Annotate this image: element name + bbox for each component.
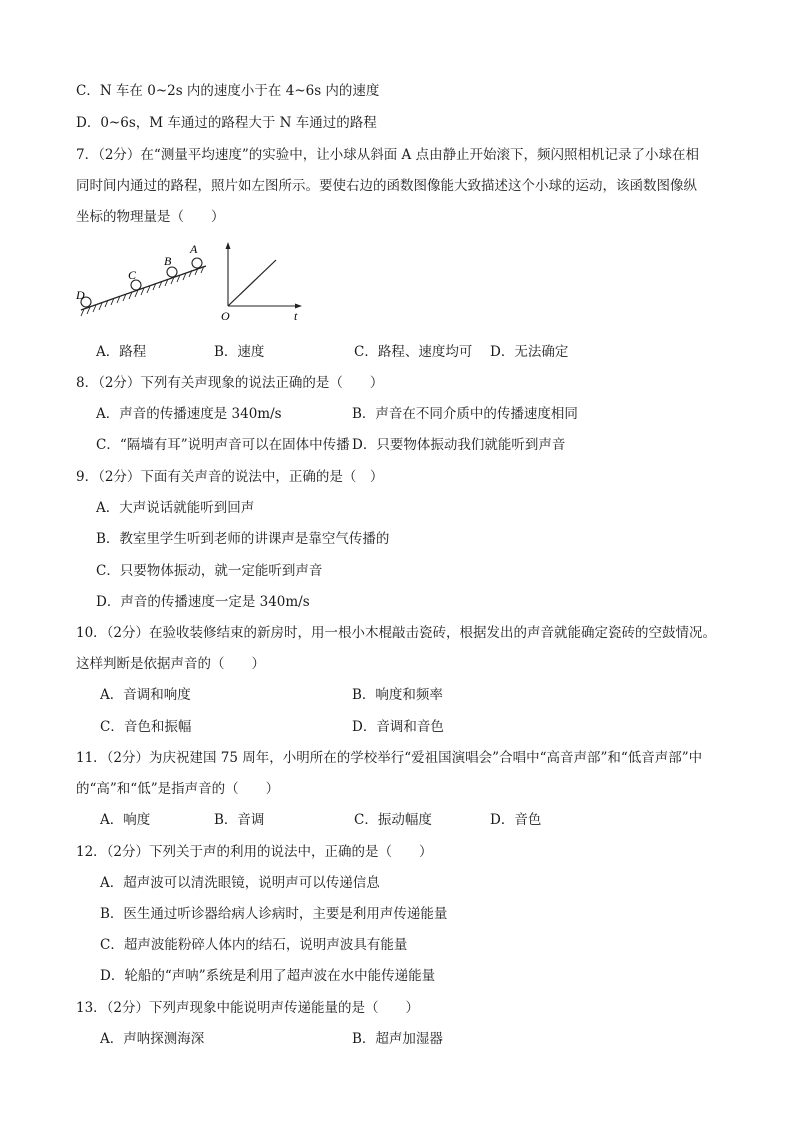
q10-option-c: C．音色和振幅 — [100, 719, 192, 735]
q9-option-c: C．只要物体振动，就一定能听到声音 — [96, 563, 323, 579]
q9-option-d: D．声音的传播速度一定是 340m/s — [96, 594, 310, 610]
ball-b — [167, 267, 177, 277]
q10-stem-line-1: 10．（2分）在验收装修结束的新房时，用一根小木棍敲击瓷砖，根据发出的声音就能确定瓷砖的空鼓情况。 — [76, 625, 717, 641]
label-c: C — [128, 268, 137, 282]
label-origin: O — [221, 309, 230, 323]
q10-stem-line-2: 这样判断是依据声音的（ ） — [76, 656, 265, 672]
q12-option-b: B．医生通过听诊器给病人诊病时，主要是利用声传递能量 — [100, 906, 448, 922]
q11-option-a: A．响度 — [100, 812, 151, 828]
label-t-axis: t — [294, 309, 298, 323]
q7-stem-line-1: 7．（2分）在“测量平均速度”的实验中，让小球从斜面 A 点由静止开始滚下，频闪照相机记录了小球在相 — [76, 147, 700, 163]
q11-option-b: B．音调 — [214, 812, 265, 828]
q13-stem: 13．（2分）下列声现象中能说明声传递能量的是（ ） — [76, 1000, 420, 1016]
q10-option-a: A．音调和响度 — [100, 687, 191, 703]
q7-option-c: C．路程、速度均可 — [354, 344, 473, 360]
label-d: D — [76, 288, 85, 302]
q10-option-d: D．音调和音色 — [352, 719, 444, 735]
q7-stem-line-3: 坐标的物理量是（ ） — [76, 209, 225, 225]
incline-figure — [76, 242, 206, 316]
q9-option-a: A．大声说话就能听到回声 — [96, 500, 255, 516]
ball-a — [192, 258, 202, 268]
q7-option-d: D．无法确定 — [490, 344, 569, 360]
graph-line — [228, 260, 276, 306]
q8-option-b: B．声音在不同介质中的传播速度相同 — [352, 406, 578, 422]
q7-stem-line-2: 同时间内通过的路程，照片如左图所示。要使右边的函数图像能大致描述这个小球的运动，该函数图像纵 — [76, 178, 697, 194]
q12-stem: 12．（2分）下列关于声的利用的说法中，正确的是（ ） — [76, 844, 433, 860]
q8-option-c: C．“隔墙有耳”说明声音可以在固体中传播 — [96, 437, 350, 453]
q6-option-d: D．0~6s，M 车通过的路程大于 N 车通过的路程 — [76, 115, 377, 131]
q7-figure — [76, 238, 316, 328]
q7-option-a: A．路程 — [96, 344, 147, 360]
q9-option-b: B．教室里学生听到老师的讲课声是靠空气传播的 — [96, 531, 390, 547]
q12-option-c: C．超声波能粉碎人体内的结石，说明声波具有能量 — [100, 937, 408, 953]
q10-option-b: B．响度和频率 — [352, 687, 443, 703]
q13-option-b: B．超声加湿器 — [352, 1031, 443, 1047]
label-a: A — [190, 242, 198, 256]
q12-option-d: D．轮船的“声呐”系统是利用了超声波在水中能传递能量 — [100, 968, 436, 984]
q11-option-c: C．振动幅度 — [354, 812, 432, 828]
q13-option-a: A．声呐探测海深 — [100, 1031, 205, 1047]
q12-option-a: A．超声波可以清洗眼镜，说明声可以传递信息 — [100, 875, 380, 891]
q7-option-b: B．速度 — [214, 344, 265, 360]
q11-stem-line-2: 的“高”和“低”是指声音的（ ） — [76, 781, 280, 797]
graph-figure — [221, 242, 302, 323]
q11-option-d: D．音色 — [490, 812, 542, 828]
label-b: B — [164, 254, 172, 268]
q6-option-c: C．N 车在 0~2s 内的速度小于在 4~6s 内的速度 — [76, 83, 380, 99]
q8-option-a: A．声音的传播速度是 340m/s — [96, 406, 282, 422]
q9-stem: 9．（2分）下面有关声音的说法中，正确的是（ ） — [76, 469, 384, 485]
q8-option-d: D．只要物体振动我们就能听到声音 — [352, 437, 566, 453]
q8-stem: 8．（2分）下列有关声现象的说法正确的是（ ） — [76, 375, 384, 391]
q11-stem-line-1: 11．（2分）为庆祝建国 75 周年，小明所在的学校举行“爱祖国演唱会”合唱中“高音声部”和“低音声部”中 — [76, 750, 703, 766]
